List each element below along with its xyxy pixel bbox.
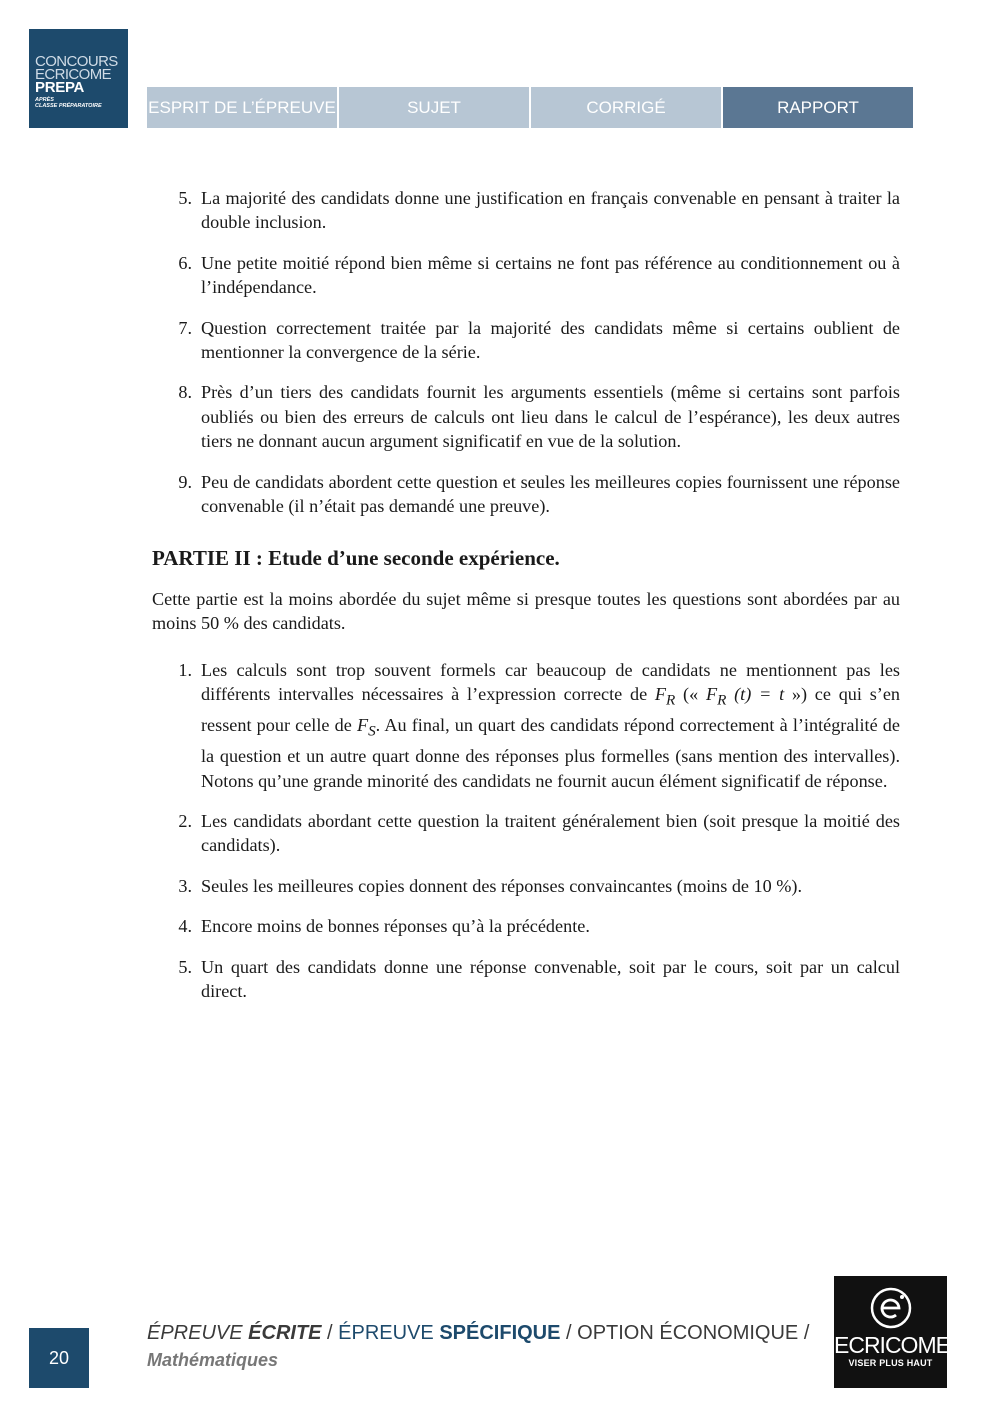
item-text: Peu de candidats abordent cette question et seules les meilleures copies fournissent une réponse convenable (il n’était pas demandé une preuve). bbox=[201, 471, 900, 517]
item-number: 6. bbox=[178, 252, 192, 273]
logo-line-prepa: PREPA bbox=[35, 79, 85, 96]
list-item bbox=[152, 316, 900, 365]
math-symbol: F bbox=[356, 715, 369, 736]
item-text: Une petite moitié répond bien même si certains ne font pas référence au conditionnement ou à l’indépendance. bbox=[201, 252, 900, 298]
tab-sujet[interactable]: SUJET bbox=[339, 87, 529, 128]
item-number: 9. bbox=[178, 471, 192, 492]
list-item bbox=[152, 874, 900, 898]
footer-seg: SPÉCIFIQUE bbox=[439, 1322, 561, 1344]
item-number: 5. bbox=[178, 188, 192, 208]
list-item bbox=[152, 809, 900, 858]
list-item bbox=[152, 658, 900, 793]
footer-seg: / bbox=[321, 1322, 339, 1344]
item-text: . Au final, un quart des candidats répond correctement à l’intégralité de la question et un autre quart donne des réponses plus formelles (sans mention des intervalles). Notons qu’une grande minorité des candidats ne fournit aucun élément significatif de réponse. bbox=[201, 715, 900, 791]
logo-line-concours: CONCOURS bbox=[35, 53, 118, 70]
ecricome-e-icon bbox=[869, 1286, 913, 1330]
item-text: Les candidats abordant cette question la traitent généralement bien (soit presque la moitié des candidats). bbox=[201, 811, 900, 856]
exam-type-line bbox=[147, 1322, 809, 1345]
item-text: Un quart des candidats donne une réponse convenable, soit par le cours, soit par un calcul direct. bbox=[201, 956, 900, 1002]
section-tabs bbox=[147, 87, 915, 128]
part2-intro: Cette partie est la moins abordée du sujet même si presque toutes les questions sont abordées par au moins 50 % des candidats. bbox=[152, 588, 900, 634]
item-text: Les calculs sont trop souvent formels car beaucoup de candidats ne mentionnent pas les différents intervalles nécessaires à l’expression correcte de bbox=[201, 659, 900, 705]
part1-list bbox=[152, 186, 900, 518]
math-symbol: F bbox=[705, 684, 718, 705]
item-number: 5. bbox=[178, 956, 192, 977]
item-number: 1. bbox=[178, 659, 192, 680]
part2-list bbox=[152, 658, 900, 1004]
ecricome-brand-logo bbox=[834, 1276, 950, 1388]
list-item bbox=[152, 470, 900, 519]
brand-tagline: VISER PLUS HAUT bbox=[848, 1358, 933, 1368]
item-text: Seules les meilleures copies donnent des réponses convaincantes (moins de 10 %). bbox=[201, 875, 803, 896]
part2-heading: PARTIE II : Etude d’une seconde expérience. bbox=[152, 546, 560, 571]
logo-line-classe: CLASSE PRÉPARATOIRE bbox=[35, 103, 102, 109]
list-item bbox=[152, 955, 900, 1004]
item-number: 7. bbox=[178, 317, 192, 338]
footer-seg: / OPTION ÉCONOMIQUE / bbox=[560, 1322, 810, 1344]
list-item bbox=[152, 914, 900, 938]
tab-esprit[interactable]: ESPRIT DE L’ÉPREUVE bbox=[147, 87, 337, 128]
brand-name: ECRICOME bbox=[834, 1332, 950, 1358]
list-item bbox=[152, 380, 900, 453]
math-subscript: S bbox=[368, 722, 376, 740]
tab-corrige[interactable]: CORRIGÉ bbox=[531, 87, 721, 128]
subject-label: Mathématiques bbox=[147, 1350, 279, 1370]
math-subscript: R bbox=[717, 691, 727, 709]
list-item bbox=[152, 251, 900, 300]
list-item bbox=[152, 186, 900, 235]
logo-line-ecricome: ECRICOME bbox=[35, 66, 112, 83]
item-text: ») ce qui s’en ressent pour celle de bbox=[201, 684, 901, 736]
footer-seg: ÉCRITE bbox=[248, 1322, 322, 1344]
page-number: 20 bbox=[29, 1328, 89, 1388]
math-expression: (t) = t bbox=[726, 684, 785, 705]
math-symbol: F bbox=[654, 684, 667, 705]
item-text: (« bbox=[675, 684, 706, 705]
item-text: Question correctement traitée par la majorité des candidats même si certains oublient de mentionner la convergence de la série. bbox=[201, 317, 900, 363]
item-text: Près d’un tiers des candidats fournit les arguments essentiels (même si certains sont parfois oubliés ou bien des erreurs de calculs ont lieu dans le calcul de l’espérance), les deux autres tiers ne donnant aucun argument significatif en vue de la solution. bbox=[201, 382, 900, 452]
footer-seg: ÉPREUVE bbox=[147, 1322, 249, 1344]
item-number: 8. bbox=[178, 382, 192, 403]
math-subscript: R bbox=[666, 691, 676, 709]
item-number: 4. bbox=[178, 916, 192, 937]
report-content bbox=[152, 186, 900, 1019]
concours-ecricome-logo bbox=[29, 29, 128, 128]
item-text: Encore moins de bonnes réponses qu’à la précédente. bbox=[201, 916, 590, 937]
item-number: 2. bbox=[178, 811, 192, 831]
footer-seg: ÉPREUVE bbox=[338, 1322, 440, 1344]
item-text: La majorité des candidats donne une justification en français convenable en pensant à traiter la double inclusion. bbox=[201, 188, 900, 233]
item-number: 3. bbox=[178, 875, 192, 896]
tab-rapport[interactable]: RAPPORT bbox=[723, 87, 913, 128]
logo-line-apres: APRÈS bbox=[35, 97, 54, 103]
